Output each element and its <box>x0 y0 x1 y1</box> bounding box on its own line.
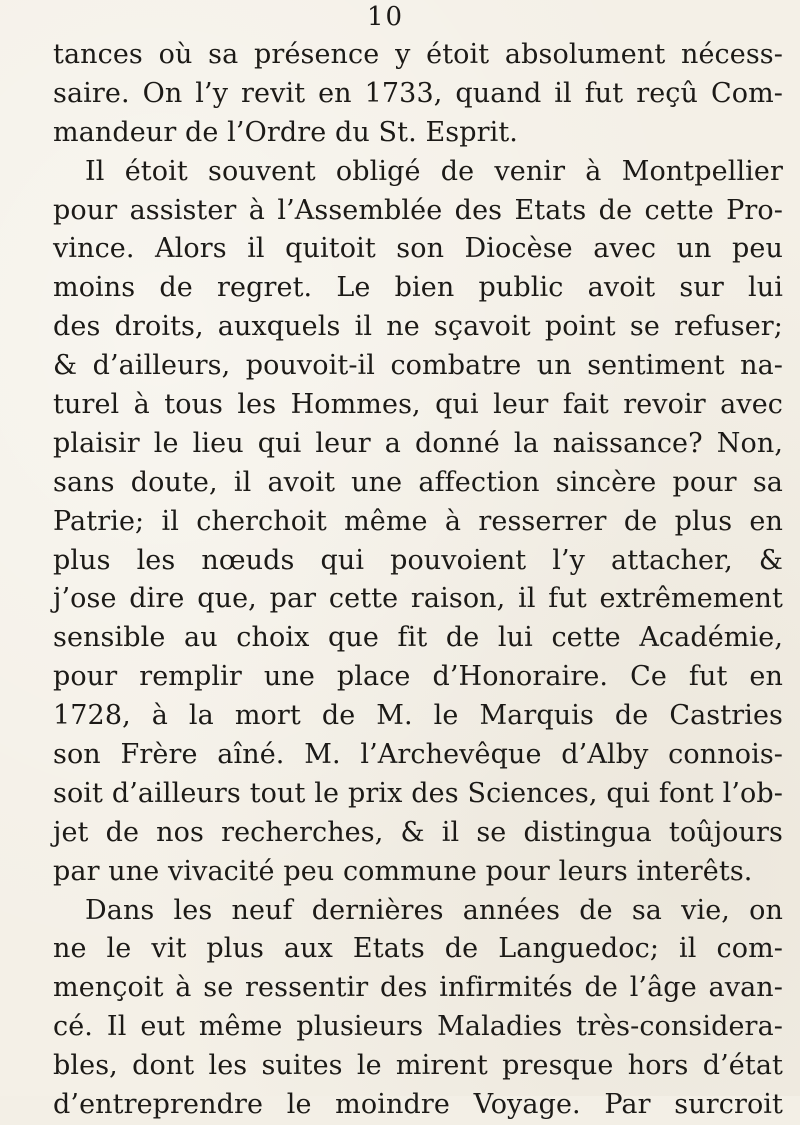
text-line: son Frère aîné. M. l’Archevêque d’Alby connois- <box>53 739 783 771</box>
text-line: jet de nos recherches, & il se distingua toûjours <box>53 816 783 848</box>
text-line: moins de regret. Le bien public avoit sur lui <box>53 272 783 304</box>
text-line: pour remplir une place d’Honoraire. Ce fut en <box>53 661 783 693</box>
text-line: ne le vit plus aux Etats de Languedoc; il com- <box>53 933 783 965</box>
text-line: 1728, à la mort de M. le Marquis de Castries <box>53 700 783 732</box>
text-line: bles, dont les suites le mirent presque hors d’état <box>53 1050 783 1082</box>
text-line: turel à tous les Hommes, qui leur fait revoir avec <box>53 389 783 421</box>
body-text <box>53 36 783 1125</box>
text-line: des droits, auxquels il ne sçavoit point se refuser; <box>53 311 783 343</box>
text-line: plaisir le lieu qui leur a donné la naissance? Non, <box>53 427 783 459</box>
text-line: j’ose dire que, par cette raison, il fut extrêmement <box>53 583 783 615</box>
text-line: sensible au choix que fit de lui cette Académie, <box>53 622 783 654</box>
text-line: plus les nœuds qui pouvoient l’y attacher, & <box>53 544 783 576</box>
text-line: vince. Alors il quitoit son Diocèse avec un peu <box>53 233 783 265</box>
text-line: soit d’ailleurs tout le prix des Sciences, qui font l’ob- <box>53 777 783 809</box>
text-line: Dans les neuf dernières années de sa vie, on <box>85 894 783 926</box>
text-line: Patrie; il cherchoit même à resserrer de plus en <box>53 505 783 537</box>
text-line: par une vivacité peu commune pour leurs interêts. <box>53 855 753 887</box>
text-line: mençoit à se ressentir des infirmités de l’âge avan- <box>53 972 783 1004</box>
text-line: tances où sa présence y étoit absolument nécess- <box>53 39 783 70</box>
page-number: 10 <box>367 2 405 32</box>
text-line: & d’ailleurs, pouvoit-il combatre un sentiment na- <box>53 350 783 382</box>
text-line: mandeur de l’Ordre du St. Esprit. <box>53 116 518 148</box>
text-line: d’entreprendre le moindre Voyage. Par surcroit <box>53 1089 783 1121</box>
text-line: saire. On l’y revit en 1733, quand il fut reçû Com- <box>53 77 783 109</box>
text-line: cé. Il eut même plusieurs Maladies très-considera- <box>53 1011 783 1043</box>
text-line: pour assister à l’Assemblée des Etats de cette Pro- <box>53 194 783 226</box>
text-line: Il étoit souvent obligé de venir à Montpellier <box>85 155 783 187</box>
text-line: sans doute, il avoit une affection sincère pour sa <box>53 466 783 498</box>
